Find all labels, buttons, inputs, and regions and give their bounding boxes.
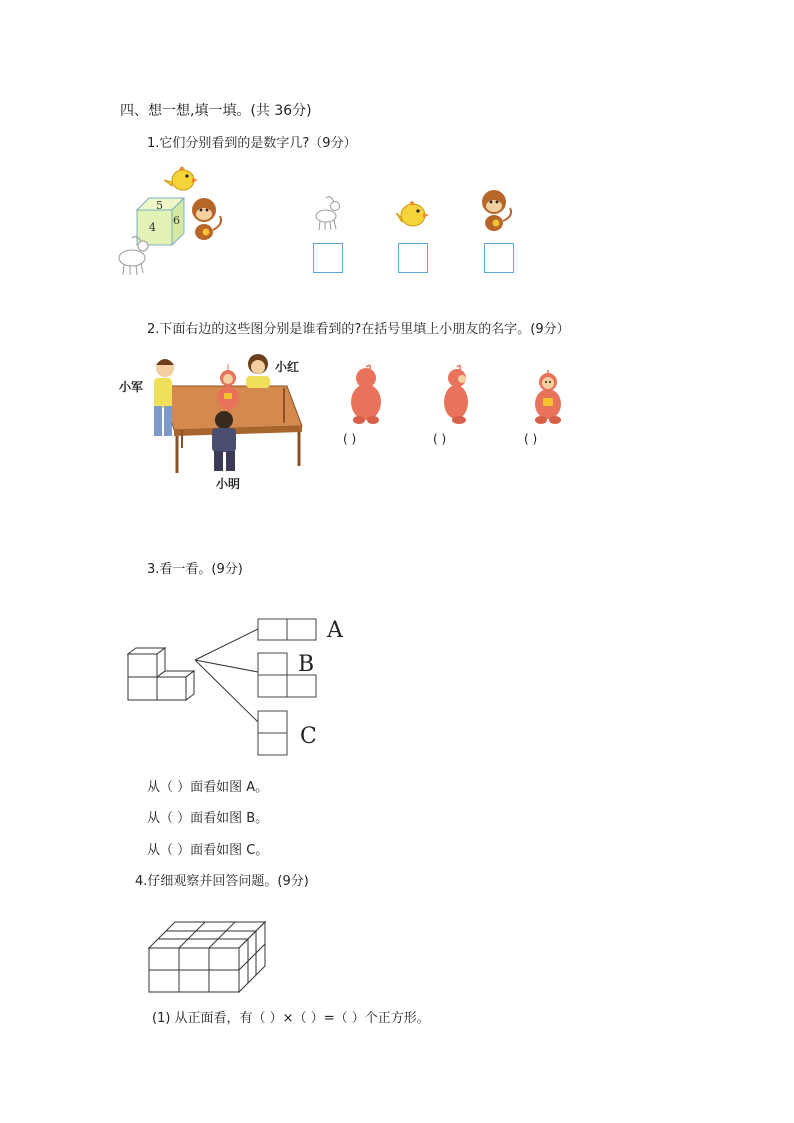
monkey-icon: [478, 188, 518, 234]
q4-sub1: (1) 从正面看，有（ ）×（ ）=（ ）个正方形。: [152, 1011, 430, 1026]
girl-right-figure: [246, 354, 270, 388]
doll-front-view: [528, 368, 568, 426]
answer-box-goat[interactable]: [313, 243, 343, 273]
cube-side-number: 6: [173, 214, 180, 227]
cube-top-number: 5: [156, 199, 163, 212]
view-a: [258, 619, 316, 640]
q3-statement-c: 从（ ）面看如图 C。: [147, 843, 269, 858]
label-a: A: [327, 618, 343, 643]
q2-prompt: 2.下面右边的这些图分别是谁看到的?在括号里填上小朋友的名字。(9分）: [147, 322, 570, 337]
monkey-icon: [192, 198, 221, 240]
label-c: C: [300, 724, 317, 749]
q4-prompt: 4.仔细观察并回答问题。(9分): [135, 874, 309, 889]
q3-prompt: 3.看一看。(9分): [147, 562, 243, 577]
blank-2[interactable]: ( ): [433, 432, 447, 446]
name-label-right: 小红: [275, 360, 300, 374]
q3-block-diagram: [120, 612, 330, 762]
q1-cube-scene: [112, 160, 232, 280]
section-title: 四、想一想,填一填。(共 36分): [120, 103, 312, 119]
blank-3[interactable]: ( ): [524, 432, 538, 446]
chick-icon: [164, 167, 198, 191]
doll-back-view: [344, 364, 388, 426]
name-label-bottom: 小明: [216, 477, 241, 491]
q3-statement-a: 从（ ）面看如图 A。: [147, 780, 269, 795]
goat-icon: [310, 190, 346, 232]
answer-box-chick[interactable]: [398, 243, 428, 273]
view-c: [258, 711, 287, 755]
goat-icon: [119, 237, 148, 275]
boy-left-figure: [154, 359, 174, 436]
blank-1[interactable]: ( ): [343, 432, 357, 446]
connector-lines: [195, 629, 258, 722]
cube-front-number: 4: [149, 221, 156, 234]
name-label-left: 小军: [119, 380, 144, 394]
label-b: B: [298, 652, 315, 677]
doll-side-view: [437, 364, 477, 426]
q4-cube-grid: [145, 918, 270, 998]
stacked-cubes: [128, 648, 194, 700]
boy-bottom-figure: [212, 411, 236, 471]
q3-statement-b: 从（ ）面看如图 B。: [147, 811, 269, 826]
answer-box-monkey[interactable]: [484, 243, 514, 273]
q1-prompt: 1.它们分别看到的是数字几?（9分）: [147, 136, 357, 151]
chick-icon: [396, 196, 432, 232]
